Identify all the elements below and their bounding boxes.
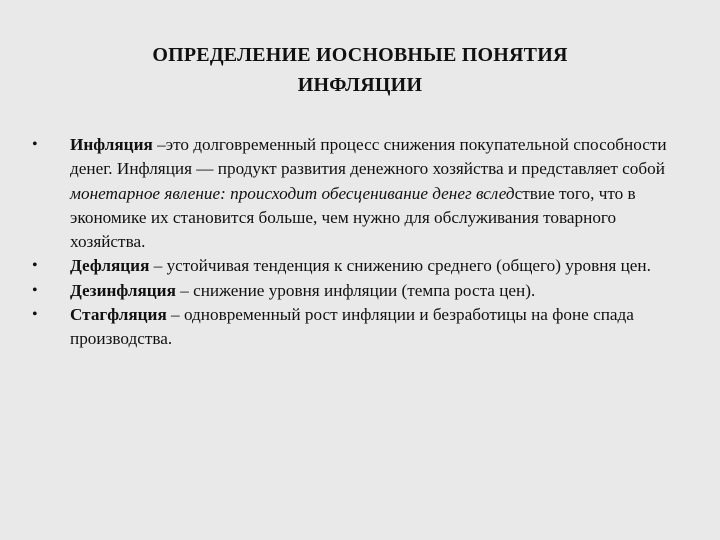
- list-item-stagflation: [32, 303, 692, 352]
- term-deflation: Дефляция: [70, 256, 150, 276]
- definition-inflation-part1: –это долговременный процесс снижения покупательной способности денег. Инфляция — продукт развития денежного хозяйства и представляет собой: [70, 135, 667, 179]
- bullet-icon: •: [32, 306, 38, 324]
- term-inflation: Инфляция: [70, 135, 153, 154]
- list-item-deflation: [32, 254, 692, 278]
- list-item-inflation: [32, 133, 692, 254]
- title-line-2: ИНФЛЯЦИИ: [297, 74, 423, 96]
- bullet-icon: •: [32, 257, 38, 275]
- list-item-disinflation: [32, 279, 692, 303]
- definition-disinflation: – снижение уровня инфляции (темпа роста цен).: [175, 280, 536, 300]
- definitions-list: [32, 133, 692, 352]
- bullet-icon: •: [32, 136, 38, 153]
- definition-inflation-part2: ствие того, что в экономике их становится больше, чем нужно для обслуживания товарного хозяйства.: [70, 183, 636, 252]
- definition-stagflation: – одновременный рост инфляции и безработицы на фоне спада производства.: [70, 305, 634, 349]
- definition-deflation: – устойчивая тенденция к снижению среднего (общего) уровня цен.: [149, 256, 651, 276]
- bullet-icon: •: [32, 281, 38, 299]
- term-stagflation: Стагфляция: [70, 305, 167, 325]
- definition-inflation-italic: монетарное явление: происходит обесценивание денег вслед: [70, 183, 515, 203]
- slide-title: [60, 40, 660, 100]
- title-line-1: ОПРЕДЕЛЕНИЕ ИОСНОВНЫЕ ПОНЯТИЯ: [152, 44, 568, 66]
- term-disinflation: Дезинфляция: [70, 280, 176, 300]
